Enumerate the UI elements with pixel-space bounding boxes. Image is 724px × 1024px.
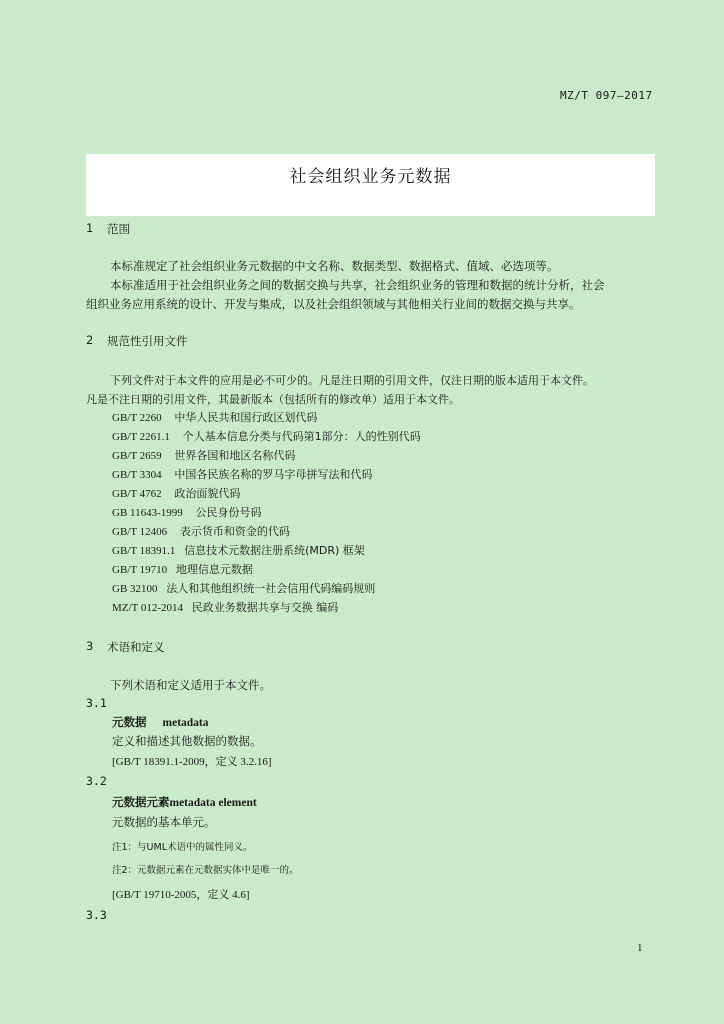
section-2-paragraph-a: 下列文件对于本文件的应用是必不可少的。凡是注日期的引用文件，仅注日期的版本适用于本文件。 <box>110 374 594 387</box>
term-3-2-zh: 元数据元素 <box>112 795 170 809</box>
reference-name: 地理信息元数据 <box>175 563 253 576</box>
reference-item <box>112 485 240 501</box>
term-3-1-en: metadata <box>162 717 209 729</box>
reference-name: 法人和其他组织统一社会信用代码编码规则 <box>166 582 376 595</box>
reference-name: 中国各民族名称的罗马字母拼写法和代码 <box>174 468 373 481</box>
reference-item <box>112 561 253 577</box>
reference-name: 信息技术元数据注册系统(MDR) 框架 <box>184 544 365 557</box>
section-2-paragraph-b: 凡是不注日期的引用文件，其最新版本（包括所有的修改单）适用于本文件。 <box>86 393 460 406</box>
reference-code: GB/T 2659 <box>112 450 162 462</box>
term-3-2-note-2: 注2：元数据元素在元数据实体中是唯一的。 <box>112 865 299 876</box>
reference-item <box>112 409 317 425</box>
term-3-3-number: 3.3 <box>86 908 107 922</box>
reference-code: GB/T 19710 <box>112 564 168 576</box>
section-3-number: 3 <box>86 639 94 653</box>
standard-number: MZ/T 097—2017 <box>560 89 653 102</box>
term-3-1-source: [GB/T 18391.1-2009，定义 3.2.16] <box>112 756 272 768</box>
reference-item <box>112 504 262 520</box>
section-2-number: 2 <box>86 333 94 347</box>
reference-item <box>112 523 290 539</box>
term-3-2-title <box>112 794 257 810</box>
reference-code: GB/T 3304 <box>112 469 162 481</box>
reference-name: 政治面貌代码 <box>174 487 241 500</box>
reference-item <box>112 466 372 482</box>
term-3-2-definition: 元数据的基本单元。 <box>112 815 216 829</box>
reference-code: MZ/T 012-2014 <box>112 602 183 614</box>
term-3-2-number: 3.2 <box>86 774 107 788</box>
reference-code: GB/T 12406 <box>112 526 168 538</box>
reference-item <box>112 580 375 596</box>
section-1-number: 1 <box>86 221 94 235</box>
section-1-paragraph-1: 本标准规定了社会组织业务元数据的中文名称、数据类型、数据格式、值域、必选项等。 <box>110 259 559 273</box>
reference-name: 个人基本信息分类与代码第1部分：人的性别代码 <box>182 430 421 443</box>
reference-item <box>112 447 295 463</box>
term-3-2-en: metadata element <box>169 797 257 809</box>
reference-item <box>112 428 421 444</box>
document-title: 社会组织业务元数据 <box>289 167 452 187</box>
term-3-1-title <box>112 714 209 730</box>
section-1-paragraph-2a: 本标准适用于社会组织业务之间的数据交换与共享，社会组织业务的管理和数据的统计分析，社会 <box>110 278 605 292</box>
reference-item <box>112 599 338 615</box>
title-box <box>86 154 655 216</box>
page-number: 1 <box>637 942 643 954</box>
section-1-paragraph-2b: 组织业务应用系统的设计、开发与集成，以及社会组织领域与其他相关行业间的数据交换与共享。 <box>86 297 581 311</box>
section-3-intro: 下列术语和定义适用于本文件。 <box>110 678 271 692</box>
reference-code: GB/T 2260 <box>112 412 162 424</box>
term-3-1-number: 3.1 <box>86 696 107 710</box>
section-2-heading: 规范性引用文件 <box>107 334 188 348</box>
term-3-2-source: [GB/T 19710-2005，定义 4.6] <box>112 889 250 901</box>
reference-name: 中华人民共和国行政区划代码 <box>174 411 318 424</box>
section-1-heading: 范围 <box>107 222 130 236</box>
reference-code: GB/T 4762 <box>112 488 162 500</box>
term-3-1-zh: 元数据 <box>112 715 147 729</box>
reference-item <box>112 542 365 558</box>
reference-name: 公民身份号码 <box>195 506 262 519</box>
reference-name: 表示货币和资金的代码 <box>179 525 290 538</box>
reference-name: 世界各国和地区名称代码 <box>174 449 296 462</box>
reference-code: GB/T 2261.1 <box>112 431 170 443</box>
section-3-heading: 术语和定义 <box>107 640 165 654</box>
reference-code: GB 11643-1999 <box>112 507 183 519</box>
reference-code: GB/T 18391.1 <box>112 545 176 557</box>
reference-code: GB 32100 <box>112 583 158 595</box>
term-3-2-note-1: 注1：与UML术语中的属性同义。 <box>112 842 253 853</box>
term-3-1-definition: 定义和描述其他数据的数据。 <box>112 734 262 748</box>
reference-name: 民政业务数据共享与交换 编码 <box>191 601 339 614</box>
